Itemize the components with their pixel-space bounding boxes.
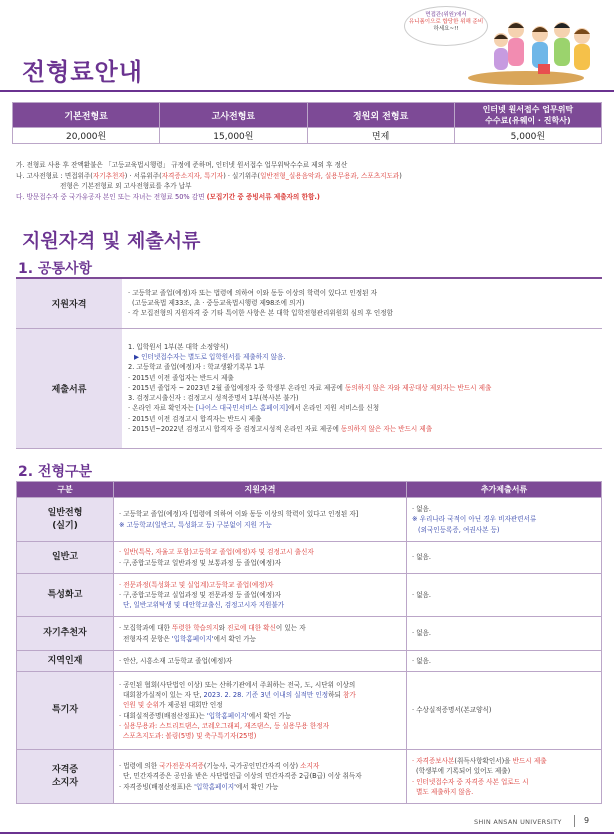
qual-highlight: 참가 — [342, 691, 356, 700]
qual-line: · 공인된 협회(사단법인 이상) 또는 산하기관에서 주최하는 전국, 도, 시단위 이상의 — [119, 680, 356, 689]
documents-text: · 2015년 졸업자 ~ 2023년 2월 졸업예정자 중 학생부 온라인 자료 제공에 — [128, 383, 346, 392]
qual-text: 전형자격 문항은 — [123, 634, 172, 643]
class-header-type: 구분 — [17, 482, 114, 498]
qual-line — [119, 761, 401, 771]
doc-line — [412, 756, 596, 766]
qual-text: (기능사, 국가공인민간자격 이상) — [203, 762, 301, 771]
qual-highlight: 국가전문자격증 — [159, 762, 204, 771]
row-special-hs-qualification — [114, 574, 407, 617]
qual-text: 에서 확인 가능 — [213, 634, 257, 643]
documents-line — [128, 424, 596, 434]
qual-text: · 법령에 의한 — [119, 762, 160, 771]
documents-highlight: 동의하지 않은 자는 반드시 제출 — [340, 424, 433, 433]
documents-line — [128, 383, 596, 393]
qual-text: 가 제공된 대회만 인정 — [159, 701, 223, 710]
bubble-line-3: 하세요~!! — [433, 26, 459, 32]
qual-line: 스포츠지도과: 볼링(5명) 및 축구특기자(25명) — [123, 731, 257, 740]
classification-table — [16, 481, 602, 804]
row-local-qualification: · 안산, 시흥소재 고등학교 졸업(예정)자 — [114, 651, 407, 672]
note-c-highlight: (모집기간 중 증빙서류 제출자의 한함.) — [206, 192, 320, 201]
note-c-text: 다. 방문접수자 중 국가유공자 본인 또는 자녀는 전형료 50% 감면 — [16, 192, 205, 201]
section-title-qualification: 지원자격 및 제출서류 — [22, 230, 201, 252]
fee-header-extra: 정원외 전형료 — [307, 103, 454, 128]
fee-header-exam: 고사전형료 — [160, 103, 307, 128]
row-cert-label: 자격증 소지자 — [17, 750, 114, 804]
fee-online: 5,000원 — [454, 128, 601, 144]
footer-university: SHIN ANSAN UNIVERSITY — [474, 818, 562, 826]
row-cert-qualification — [114, 750, 407, 804]
note-b-highlight-1: 자기추천자 — [92, 171, 125, 180]
qualification-content — [122, 278, 602, 328]
documents-label: 제출서류 — [16, 328, 122, 448]
qual-highlight: 뚜렷한 학습의지 — [171, 624, 219, 633]
note-a: 가. 전형료 사용 후 잔액환불은 「고등교육법시행령」 규정에 준하며, 인터넷 원서접수 업무위탁수수료 제외 후 정산 — [16, 161, 348, 169]
documents-line: 3. 검정고시출신자 : 검정고시 성적증명서 1부(복사본 불가) — [128, 394, 299, 403]
qual-highlight: 진로에 대한 확신 — [227, 624, 276, 633]
note-b-text: ) · 서류위주( — [124, 171, 162, 180]
qualification-label: 지원자격 — [16, 278, 122, 328]
qual-highlight: 인원 및 순위 — [123, 701, 160, 710]
row-cert-documents — [407, 750, 602, 804]
qual-text: · 자격증빙(배점산정표)은 — [119, 782, 195, 791]
qual-line: · 구,종합고등학교 일반과정 및 보통과정 등 졸업(예정)자 — [119, 558, 282, 567]
qual-line: ※ 고등학교(일반고, 특성화고 등) 구분없이 지원 가능 — [119, 520, 272, 529]
row-self-rec-documents: · 없음. — [407, 617, 602, 651]
header-divider — [0, 90, 614, 92]
doc-highlight: 반드시 제출 — [512, 757, 547, 766]
note-b-text: ) · 실기위주( — [223, 171, 261, 180]
row-local-label: 지역인재 — [17, 651, 114, 672]
doc-line: (외국인등록증, 여권사본 등) — [418, 525, 500, 534]
subsection-classification: 2. 전형구분 — [18, 464, 93, 480]
documents-text: · 온라인 자료 확인자는 — [128, 404, 196, 413]
qual-text: 에서 확인 가능 — [235, 782, 279, 791]
fee-exam: 15,000원 — [160, 128, 307, 144]
row-talent-label: 특기자 — [17, 672, 114, 750]
bubble-line-2: 유니폼이으로 합당한 위해 준비 — [408, 19, 484, 25]
documents-line: · 2015년 이전 검정고시 합격자는 반드시 제출 — [128, 414, 262, 423]
documents-highlight: 동의하지 않은 자와 제공대상 제외자는 반드시 제출 — [345, 383, 492, 392]
doc-text: (취득사항확인서)을 — [454, 757, 513, 766]
row-talent-qualification — [114, 672, 407, 750]
row-general-label: 일반전형 (실기) — [17, 498, 114, 542]
documents-content — [122, 328, 602, 448]
qual-link-text: 2023. 2. 28. 기준 3년 이내의 실적만 인정 — [203, 691, 329, 700]
note-b-highlight-3: 일반전형_실용음악과, 실용무용과, 스포츠지도과 — [260, 171, 400, 180]
page-number: 9 — [584, 816, 590, 825]
note-b-text: 나. 고사전형료 : 면접위주( — [16, 171, 93, 180]
row-general-hs-qualification — [114, 542, 407, 574]
doc-highlight: · 자격증보사본 — [412, 757, 455, 766]
fee-header-basic: 기본전형료 — [13, 103, 160, 128]
documents-text: 에서 온라인 지원 서비스를 신청 — [287, 404, 380, 413]
fee-table — [12, 102, 602, 144]
fee-extra: 면제 — [307, 128, 454, 144]
qual-link-text: '입학홈페이지' — [194, 782, 236, 791]
note-c — [16, 192, 606, 203]
qual-line: · 일반(특목, 자율고 포함)고등학교 졸업(예정)자 및 검정고시 출신자 — [119, 548, 314, 557]
row-general-hs-documents: · 없음. — [407, 542, 602, 574]
qual-line — [119, 782, 401, 792]
class-header-documents: 추가제출서류 — [407, 482, 602, 498]
qual-line: 단, 일반고위탁생 및 대안학교출신, 검정고시자 지원불가 — [123, 601, 285, 610]
qual-text: 에서 확인 가능 — [248, 711, 292, 720]
documents-line: 2. 고등학교 졸업(예정)자 : 학교생활기록부 1부 — [128, 363, 265, 372]
documents-text: · 2015년~2022년 검정고시 합격자 중 검정고시성적 온라인 자료 제공에 — [128, 424, 341, 433]
fee-basic: 20,000원 — [13, 128, 160, 144]
qualification-line: (고등교육법 제33조, 초 · 중등교육법시행령 제98조에 의거) — [132, 299, 305, 308]
documents-line: · 2015년 이전 졸업자는 반드시 제출 — [128, 373, 234, 382]
row-special-hs-label: 특성화고 — [17, 574, 114, 617]
doc-line: · 없음. — [412, 505, 432, 514]
qual-line — [119, 623, 401, 633]
documents-line: ▶ 인터넷접수자는 별도로 입학원서를 제출하지 않음. — [134, 353, 286, 362]
qual-line: 단, 민간자격증은 공인을 받은 사단법인급 이상의 민간자격증 2급(B급) 이상 취득자 — [123, 772, 362, 781]
class-header-qualification: 지원자격 — [114, 482, 407, 498]
qual-highlight: 소지자 — [300, 762, 320, 771]
qual-line: · 실용무용과: 스트리트댄스, 코레오그래피, 재즈댄스, 등 실용무용 한정자 — [119, 721, 329, 730]
doc-line: ※ 우리나라 국적이 아닌 경우 비자관련서류 — [412, 515, 537, 524]
row-self-rec-qualification — [114, 617, 407, 651]
fee-header-online: 인터넷 원서접수 업무위탁 수수료(유웨이 · 진학사) — [454, 103, 601, 128]
note-b-highlight-2: 자격증소지자, 특기자 — [161, 171, 224, 180]
documents-line: 1. 입학원서 1부(본 대학 소정양식) — [128, 343, 229, 352]
speech-bubble — [404, 6, 488, 46]
footer-divider — [574, 815, 575, 827]
note-b-text: ) — [399, 171, 402, 180]
bubble-line-1: 면접관(위원)에서 — [425, 12, 467, 18]
common-requirements-table — [16, 277, 602, 449]
qual-link-text: '입학홈페이지' — [171, 634, 214, 643]
qual-line — [119, 711, 401, 721]
row-local-documents: · 없음. — [407, 651, 602, 672]
doc-line: 별도 제출하지 않음. — [416, 787, 474, 796]
row-talent-documents: · 수상실적증명서(본교양식) — [407, 672, 602, 750]
row-general-documents — [407, 498, 602, 542]
qual-link-text: '입학홈페이지' — [206, 711, 249, 720]
note-b-line2: 전형은 기본전형료 외 고사전형료를 추가 납부 — [60, 182, 192, 190]
doc-line: · 인터넷접수자 중 자격증 사본 업로드 시 — [412, 777, 529, 786]
row-general-hs-label: 일반고 — [17, 542, 114, 574]
documents-link-text: [나이스 대국민서비스 홈페이지] — [195, 404, 288, 413]
page-title: 전형료안내 — [22, 58, 143, 86]
documents-line — [128, 403, 596, 413]
qual-text: · 대회실적증명(배점산정표)는 — [119, 711, 207, 720]
qual-text: 이 있는 자 — [275, 624, 306, 633]
qual-text: 하되 — [328, 691, 343, 700]
qual-line: · 고등학교 졸업(예정)자 [법령에 의하여 이와 동등 이상의 학력이 있다고 인정된 자] — [119, 510, 359, 519]
qualification-line: · 각 모집전형의 지원자격 중 기타 특이한 사항은 본 대학 입학전형관리위원회 심의 후 인정함 — [128, 309, 394, 318]
page-bottom-bar — [0, 832, 614, 834]
qual-line — [119, 690, 401, 700]
subsection-common: 1. 공통사항 — [18, 261, 93, 277]
qual-line — [119, 700, 401, 710]
row-general-qualification — [114, 498, 407, 542]
row-self-rec-label: 자기추천자 — [17, 617, 114, 651]
qual-line: · 구,종합고등학교 실업과정 및 전문과정 등 졸업(예정)자 — [119, 590, 282, 599]
note-b — [16, 171, 606, 182]
doc-line: (학생부에 기록되어 있어도 제출) — [416, 767, 511, 776]
row-special-hs-documents: · 없음. — [407, 574, 602, 617]
qual-text: 대회참가실적이 있는 자 단, — [123, 691, 204, 700]
qual-text: · 모집학과에 대한 — [119, 624, 172, 633]
qual-line: · 전문과정(특성화고 및 실업계)고등학교 졸업(예정)자 — [119, 580, 274, 589]
fee-notes — [16, 160, 606, 202]
qualification-line: · 고등학교 졸업(예정)자 또는 법령에 의하여 이와 동등 이상의 학력이 있다고 인정된 자 — [128, 288, 377, 297]
qual-text: 와 — [218, 624, 228, 633]
qual-line — [119, 634, 401, 644]
